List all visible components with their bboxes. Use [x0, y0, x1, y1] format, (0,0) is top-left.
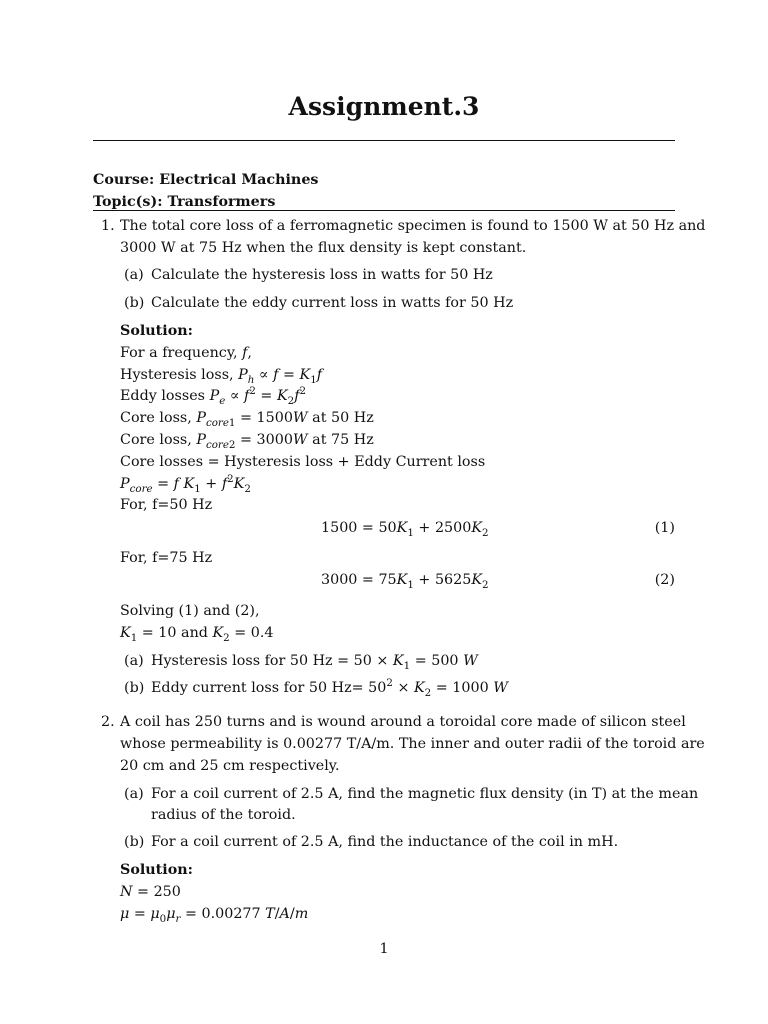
q1-sol-eddy	[120, 385, 307, 407]
q1-sol-hysteresis-text: Hysteresis loss,	[120, 367, 239, 383]
k2-value: $K_2 = 0.4$	[212, 625, 274, 644]
q2-part-a-label: (a)	[124, 786, 144, 802]
pcore-formula: $P_{core} = f$ $K_1 + f^2K_2$	[120, 473, 251, 495]
q1-sol-frequency-text: For a frequency,	[120, 345, 243, 361]
hysteresis-formula: $P_h \propto f = K_1f$	[238, 367, 323, 386]
q1-sol-for50: For, f=50 Hz	[120, 497, 213, 513]
core2-formula: $P_{core2} = 3000W$	[196, 432, 308, 451]
q1-part-b-label: (b)	[124, 295, 145, 311]
n-formula: N = 250	[120, 884, 181, 900]
equation-1-tag: (1)	[654, 520, 675, 536]
header-rule	[93, 210, 675, 211]
q1-number: 1.	[101, 218, 115, 234]
q1-sol-core1	[120, 410, 374, 429]
core1-formula: $P_{core1} = 1500W$	[196, 410, 308, 429]
q1-part-a-text: Calculate the hysteresis loss in watts for 50 Hz	[151, 267, 493, 283]
q1-answer-b-label: (b)	[124, 680, 145, 696]
q1-answer-a-label: (a)	[124, 653, 144, 669]
q1-sol-for75: For, f=75 Hz	[120, 550, 213, 566]
q1-sol-core2-suffix: at 75 Hz	[307, 432, 374, 448]
q2-part-b-label: (b)	[124, 834, 145, 850]
q1-sol-frequency	[120, 346, 252, 360]
topics-line: Topic(s): Transformers	[93, 194, 276, 210]
q2-part-b-text: For a coil current of 2.5 A, find the inductance of the coil in mH.	[151, 834, 619, 850]
q1-text-line1: The total core loss of a ferromagnetic specimen is found to 1500 W at 50 Hz and	[120, 218, 706, 234]
q1-answer-b-text: Eddy current loss for 50 Hz=	[151, 680, 369, 696]
q2-number: 2.	[101, 714, 115, 730]
q2-text-line2: whose permeability is 0.00277 T/A/m. The inner and outer radii of the toroid are	[120, 736, 705, 752]
eddy-formula: $P_e \propto f^2 = K_2f^2$	[209, 385, 307, 407]
q1-sol-core1-suffix: at 50 Hz	[307, 410, 374, 426]
q1-sol-frequency-comma: ,	[247, 345, 252, 361]
k1-value: $K_1 = 10$	[120, 625, 177, 644]
mu-formula: $\mu = \mu_0\mu_r = 0.00277$ T/A/m	[120, 906, 309, 925]
equation-2-tag: (2)	[654, 572, 675, 588]
k-values	[120, 625, 274, 644]
q1-answer-b	[151, 677, 508, 699]
q2-part-a-line2: radius of the toroid.	[151, 807, 296, 823]
q1-part-a-label: (a)	[124, 267, 144, 283]
q2-text-line3: 20 cm and 25 cm respectively.	[120, 758, 340, 774]
q1-answer-a-formula: $50 \times K_1 = 500$ W	[353, 653, 478, 672]
q1-sol-eddy-text: Eddy losses	[120, 388, 210, 404]
q2-solution-label: Solution:	[120, 862, 193, 878]
page-title: Assignment.3	[288, 92, 480, 121]
equation-2: $3000 = 75K_1 + 5625K_2$	[321, 572, 489, 591]
q1-sol-hysteresis	[120, 367, 323, 386]
q1-part-b-text: Calculate the eddy current loss in watts for 50 Hz	[151, 295, 514, 311]
equation-1: $1500 = 50K_1 + 2500K_2$	[321, 520, 489, 539]
f-symbol: f	[242, 345, 248, 361]
q2-text-line1: A coil has 250 turns and is wound around a toroidal core made of silicon steel	[120, 714, 686, 730]
q1-answer-b-formula: $50^2 \times K_2 = 1000$ W	[368, 677, 508, 699]
q1-text-line2: 3000 W at 75 Hz when the flux density is kept constant.	[120, 240, 527, 256]
q1-answer-a-text: Hysteresis loss for 50 Hz =	[151, 653, 354, 669]
q1-sol-core1-text: Core loss,	[120, 410, 197, 426]
course-line: Course: Electrical Machines	[93, 172, 319, 188]
q1-sol-core2-text: Core loss,	[120, 432, 197, 448]
q1-sol-core-losses: Core losses = Hysteresis loss + Eddy Current loss	[120, 454, 486, 470]
q1-solution-label: Solution:	[120, 323, 193, 339]
page-number: 1	[379, 941, 389, 957]
k-and-text: and	[176, 625, 213, 641]
q1-answer-a	[151, 653, 478, 672]
q1-sol-solving: Solving (1) and (2),	[120, 603, 260, 619]
q1-sol-core2	[120, 432, 374, 451]
title-rule	[93, 140, 675, 141]
q2-part-a-line1: For a coil current of 2.5 A, find the magnetic flux density (in T) at the mean	[151, 786, 699, 802]
